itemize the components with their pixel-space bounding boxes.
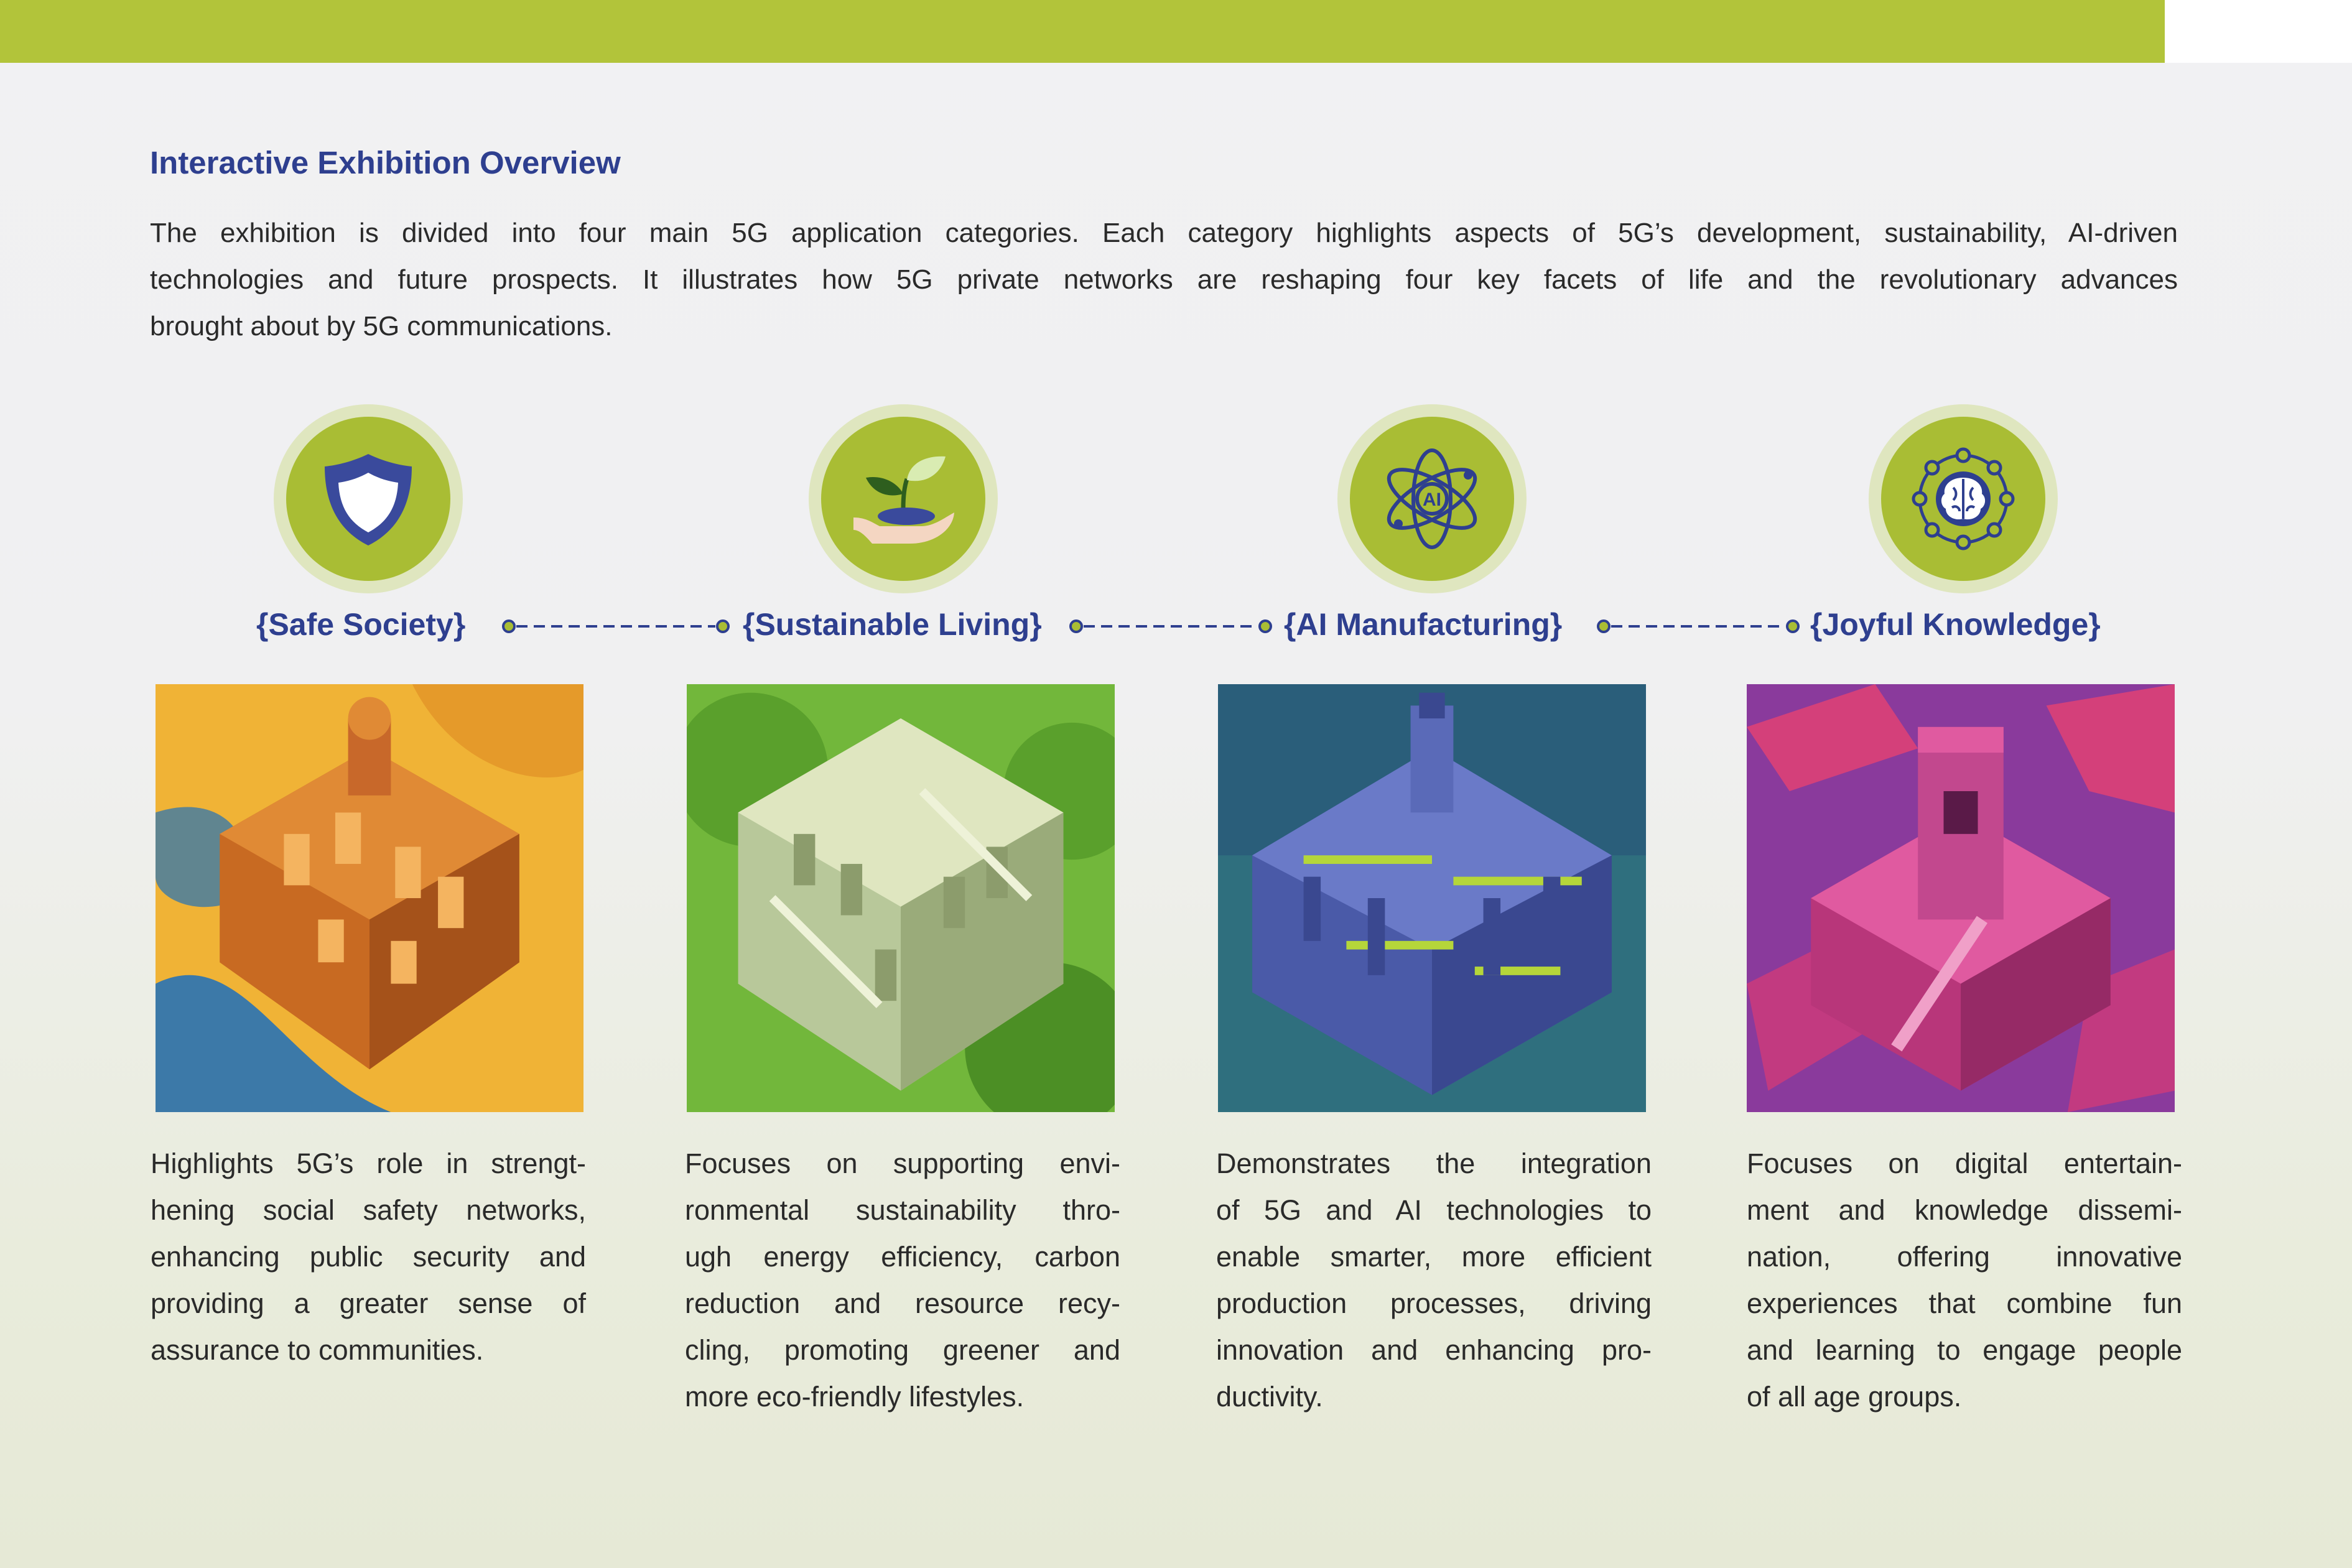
description-line: innovation and enhancing pro- <box>1216 1334 1652 1366</box>
plant-in-hand-icon <box>847 443 959 555</box>
joyful-knowledge-description <box>1747 1140 2182 1420</box>
ai-manufacturing-icon-badge <box>1337 404 1527 593</box>
category-label-safe-society: {Safe Society} <box>256 607 466 642</box>
brain-network-icon <box>1907 443 2019 555</box>
description-line: assurance to communities. <box>151 1334 484 1366</box>
intro-line: brought about by 5G communications. <box>150 311 613 341</box>
top-accent-bar <box>0 0 2165 63</box>
description-line: of 5G and AI technologies to <box>1216 1194 1652 1226</box>
description-line: reduction and resource recy- <box>685 1287 1120 1319</box>
description-line: production processes, driving <box>1216 1287 1652 1319</box>
dashed-connector <box>1592 617 1804 636</box>
description-line: ductivity. <box>1216 1381 1323 1413</box>
description-line: Focuses on supporting envi- <box>685 1148 1120 1179</box>
description-line: enable smarter, more efficient <box>1216 1241 1652 1273</box>
description-line: Demonstrates the integration <box>1216 1148 1652 1179</box>
description-line: ment and knowledge dissemi- <box>1747 1194 2182 1226</box>
description-line: providing a greater sense of <box>151 1287 586 1319</box>
description-line: and learning to engage people <box>1747 1334 2182 1366</box>
intro-paragraph <box>150 210 2178 350</box>
ai-atom-icon <box>1376 443 1488 555</box>
intro-line: The exhibition is divided into four main 5G application categories. Each category highlights aspects of 5G’s development, sustainability, AI-driven <box>150 218 2178 248</box>
description-line: of all age groups. <box>1747 1381 1962 1413</box>
safe-society-illustration <box>156 684 583 1112</box>
category-label-ai-manufacturing: {AI Manufacturing} <box>1284 607 1563 642</box>
joyful-knowledge-icon-badge <box>1869 404 2058 593</box>
dashed-connector <box>1065 617 1276 636</box>
category-label-sustainable-living: {Sustainable Living} <box>743 607 1042 642</box>
description-line: more eco-friendly lifestyles. <box>685 1381 1025 1413</box>
sustainable-living-icon-badge <box>809 404 998 593</box>
page-title: Interactive Exhibition Overview <box>150 145 621 180</box>
category-label-joyful-knowledge: {Joyful Knowledge} <box>1810 607 2101 642</box>
sustainable-living-illustration <box>687 684 1115 1112</box>
description-line: ugh energy efficiency, carbon <box>685 1241 1120 1273</box>
svg-text:AI: AI <box>1423 489 1441 510</box>
top-bar-end <box>2165 0 2352 63</box>
shield-icon <box>312 443 424 555</box>
safe-society-description <box>151 1140 586 1373</box>
description-line: nation, offering innovative <box>1747 1241 2182 1273</box>
intro-line: technologies and future prospects. It illustrates how 5G private networks are reshaping four key facets of life and the revolutionary advances <box>150 264 2178 295</box>
description-line: Focuses on digital entertain- <box>1747 1148 2182 1179</box>
safe-society-icon-badge <box>274 404 463 593</box>
joyful-knowledge-illustration <box>1747 684 2175 1112</box>
ai-manufacturing-illustration <box>1218 684 1646 1112</box>
sustainable-living-description <box>685 1140 1120 1420</box>
description-line: hening social safety networks, <box>151 1194 586 1226</box>
description-line: Highlights 5G’s role in strengt- <box>151 1148 586 1179</box>
description-line: cling, promoting greener and <box>685 1334 1120 1366</box>
description-line: enhancing public security and <box>151 1241 586 1273</box>
description-line: ronmental sustainability thro- <box>685 1194 1120 1226</box>
ai-manufacturing-description <box>1216 1140 1652 1420</box>
description-line: experiences that combine fun <box>1747 1287 2182 1319</box>
dashed-connector <box>498 617 734 636</box>
